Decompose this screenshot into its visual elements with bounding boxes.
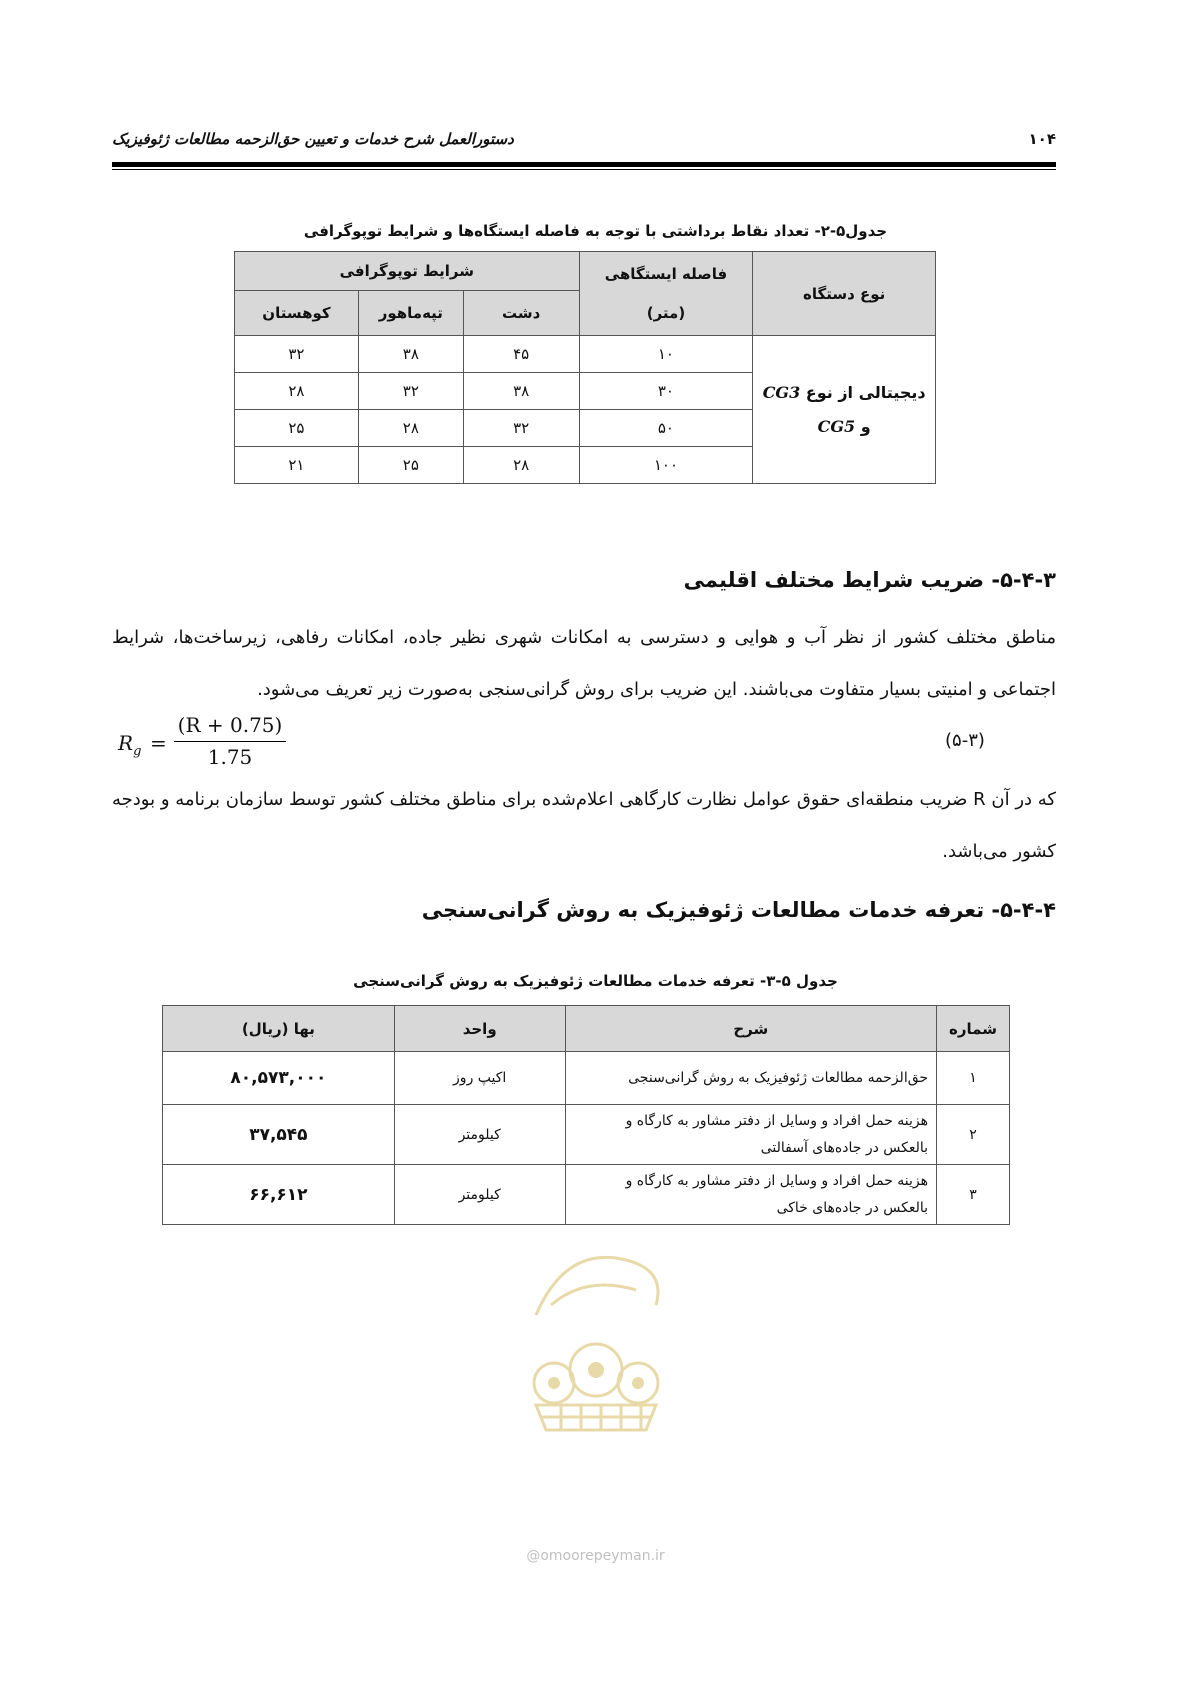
table-row: [163, 1052, 1010, 1105]
number-cell: ۱: [937, 1052, 1010, 1105]
number-cell: ۳: [937, 1165, 1010, 1225]
sub-mountain: کوهستان: [235, 291, 359, 336]
plain-cell: ۳۲: [463, 410, 579, 447]
col-distance-line1: فاصله ایستگاهی: [604, 264, 728, 283]
hills-cell: ۳۲: [358, 373, 463, 410]
table-row: [235, 336, 936, 373]
section-heading-climate: ۵-۴-۳- ضریب شرایط مختلف اقلیمی: [683, 568, 1056, 592]
watermark-logo-icon: [506, 1235, 686, 1435]
section-heading-tariff: ۵-۴-۴- تعرفه خدمات مطالعات ژئوفیزیک به روش گرانی‌سنجی: [421, 898, 1056, 922]
formula-fraction-line: [174, 741, 286, 742]
unit-cell: کیلومتر: [394, 1165, 565, 1225]
unit-cell: کیلومتر: [394, 1105, 565, 1165]
price-cell: ۳۷,۵۴۵: [163, 1105, 395, 1165]
description-line: حق‌الزحمه مطالعات ژئوفیزیک به روش گرانی‌سنجی: [628, 1069, 929, 1086]
plain-cell: ۲۸: [463, 447, 579, 484]
col-price: بها (ریال): [163, 1006, 395, 1052]
distance-cell: ۵۰: [579, 410, 753, 447]
distance-cell: ۱۰: [579, 336, 753, 373]
description-line: بالعکس در جاده‌های خاکی: [776, 1199, 929, 1216]
table1-caption: جدول۵-۲- تعداد نقاط برداشتی با توجه به فاصله ایستگاه‌ها و شرایط توپوگرافی: [303, 222, 888, 240]
device-text-2: و: [860, 416, 871, 436]
col-number: شماره: [937, 1006, 1010, 1052]
description-cell: [565, 1105, 936, 1165]
watermark-url: @omoorepeyman.ir: [526, 1548, 665, 1564]
sub-hills: تپه‌ماهور: [358, 291, 463, 336]
table2-caption: جدول ۵-۳- تعرفه خدمات مطالعات ژئوفیزیک به روش گرانی‌سنجی: [353, 972, 838, 990]
col-distance-line2: (متر): [646, 303, 686, 322]
formula-equals: =: [150, 731, 167, 755]
price-cell: ۸۰,۵۷۳,۰۰۰: [163, 1052, 395, 1105]
formula-denominator: 1.75: [207, 745, 253, 769]
price-cell: ۶۶,۶۱۲: [163, 1165, 395, 1225]
unit-cell: اکیپ روز: [394, 1052, 565, 1105]
distance-cell: ۱۰۰: [579, 447, 753, 484]
device-text-1: دیجیتالی از نوع: [805, 382, 926, 402]
device-model-2: CG5: [817, 416, 856, 436]
header-rule-thin: [112, 169, 1056, 170]
table-row: [163, 1105, 1010, 1165]
description-line: بالعکس در جاده‌های آسفالتی: [760, 1139, 929, 1156]
description-line: هزینه حمل افراد و وسایل از دفتر مشاور به کارگاه و: [625, 1112, 929, 1129]
formula-numerator: (R + 0.75): [177, 713, 283, 737]
description-cell: [565, 1165, 936, 1225]
col-device: نوع دستگاه: [753, 252, 936, 336]
page-header: [112, 130, 1056, 156]
formula-subscript: g: [133, 744, 142, 759]
plain-cell: ۴۵: [463, 336, 579, 373]
distance-cell: ۳۰: [579, 373, 753, 410]
table-stations-topography: [234, 251, 936, 484]
description-cell: [565, 1052, 936, 1105]
col-topography: شرایط توپوگرافی: [235, 252, 580, 291]
mountain-cell: ۲۵: [235, 410, 359, 447]
description-line: هزینه حمل افراد و وسایل از دفتر مشاور به کارگاه و: [625, 1172, 929, 1189]
formula-symbol: $R_g$: [118, 731, 142, 759]
table-row: [163, 1165, 1010, 1225]
col-description: شرح: [565, 1006, 936, 1052]
formula: [118, 713, 298, 773]
page-number: ۱۰۴: [1028, 130, 1056, 148]
device-cell: [753, 336, 936, 484]
climate-paragraph: مناطق مختلف کشور از نظر آب و هوایی و دسترسی به امکانات شهری نظیر جاده، امکانات رفاهی، زیرساخت‌ها، شرایط اجتماعی و امنیتی بسیار متفاوت می‌باشند. این ضریب برای روش گرانی‌سنجی به‌صورت زیر تعریف می‌شود.: [112, 627, 1056, 700]
sub-plain: دشت: [463, 291, 579, 336]
col-unit: واحد: [394, 1006, 565, 1052]
mountain-cell: ۲۱: [235, 447, 359, 484]
equation-number: (۵-۳): [945, 730, 985, 751]
climate-paragraph-2: که در آن R ضریب منطقه‌ای حقوق عوامل نظارت کارگاهی اعلام‌شده برای مناطق مختلف کشور توسط سازمان برنامه و بودجه کشور می‌باشد.: [112, 789, 1057, 862]
hills-cell: ۲۸: [358, 410, 463, 447]
hills-cell: ۲۵: [358, 447, 463, 484]
plain-cell: ۳۸: [463, 373, 579, 410]
col-distance: [579, 252, 753, 336]
mountain-cell: ۲۸: [235, 373, 359, 410]
device-model-1: CG3: [762, 382, 801, 402]
mountain-cell: ۳۲: [235, 336, 359, 373]
table-tariff: [162, 1005, 1010, 1225]
header-rule-thick: [112, 162, 1056, 167]
number-cell: ۲: [937, 1105, 1010, 1165]
header-title: دستورالعمل شرح خدمات و تعیین حق‌الزحمه مطالعات ژئوفیزیک: [112, 130, 514, 148]
hills-cell: ۳۸: [358, 336, 463, 373]
